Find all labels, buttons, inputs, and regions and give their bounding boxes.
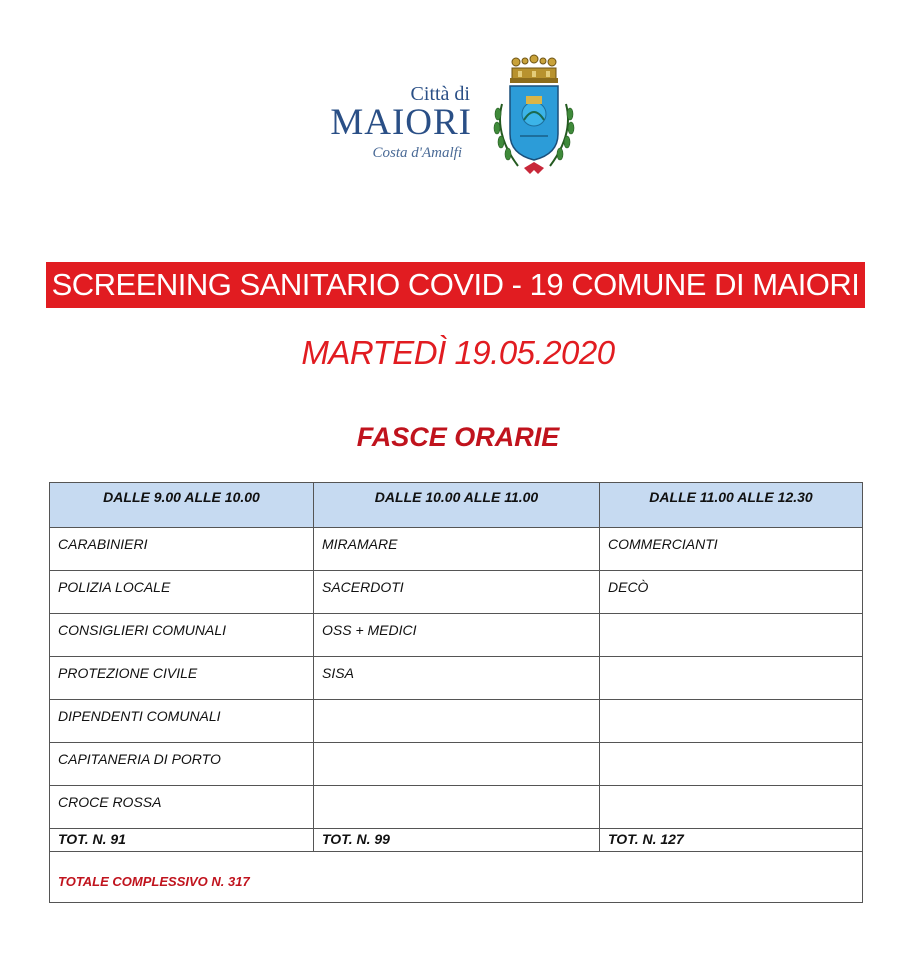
table-row — [50, 743, 863, 786]
table-cell — [600, 743, 863, 786]
table-cell — [314, 700, 600, 743]
logo-maiori: MAIORI — [330, 102, 472, 143]
table-cell: OSS + MEDICI — [314, 614, 600, 657]
grand-total-row — [50, 852, 863, 903]
table-row — [50, 571, 863, 614]
table-row — [50, 786, 863, 829]
table-cell: PROTEZIONE CIVILE — [50, 657, 314, 700]
totals-row — [50, 829, 863, 852]
screening-date: MARTEDÌ 19.05.2020 — [301, 334, 615, 371]
header-slot-1: DALLE 9.00 ALLE 10.00 — [50, 483, 314, 528]
table-cell — [314, 743, 600, 786]
table-cell: DIPENDENTI COMUNALI — [50, 700, 314, 743]
table-cell: COMMERCIANTI — [600, 528, 863, 571]
table-row — [50, 657, 863, 700]
header-slot-3: DALLE 11.00 ALLE 12.30 — [600, 483, 863, 528]
table-cell: CARABINIERI — [50, 528, 314, 571]
table-cell — [600, 657, 863, 700]
section-title: FASCE ORARIE — [356, 422, 560, 452]
total-slot-2: TOT. N. 99 — [314, 829, 600, 852]
header-slot-2: DALLE 10.00 ALLE 11.00 — [314, 483, 600, 528]
municipality-logo-text — [326, 82, 472, 162]
table-cell: MIRAMARE — [314, 528, 600, 571]
table-cell — [600, 700, 863, 743]
table-cell — [600, 614, 863, 657]
table-cell: CONSIGLIERI COMUNALI — [50, 614, 314, 657]
ribbon-icon — [524, 162, 544, 174]
table-cell: CROCE ROSSA — [50, 786, 314, 829]
table-header-row — [50, 483, 863, 528]
table-cell: SACERDOTI — [314, 571, 600, 614]
total-slot-3: TOT. N. 127 — [600, 829, 863, 852]
table-row — [50, 528, 863, 571]
screening-banner: SCREENING SANITARIO COVID - 19 COMUNE DI MAIORI — [46, 262, 865, 308]
schedule-table — [49, 482, 863, 903]
table-cell — [600, 786, 863, 829]
table-cell: POLIZIA LOCALE — [50, 571, 314, 614]
table-cell: SISA — [314, 657, 600, 700]
coat-of-arms-icon — [488, 54, 580, 180]
crown-icon — [510, 55, 558, 83]
total-slot-1: TOT. N. 91 — [50, 829, 314, 852]
logo-costa-amalfi: Costa d'Amalfi — [372, 145, 462, 161]
table-cell: DECÒ — [600, 571, 863, 614]
shield-icon — [510, 86, 558, 160]
logo-citta-di: Città di — [410, 83, 470, 105]
grand-total: TOTALE COMPLESSIVO N. 317 — [50, 852, 863, 903]
table-cell — [314, 786, 600, 829]
table-cell: CAPITANERIA DI PORTO — [50, 743, 314, 786]
table-row — [50, 614, 863, 657]
table-row — [50, 700, 863, 743]
